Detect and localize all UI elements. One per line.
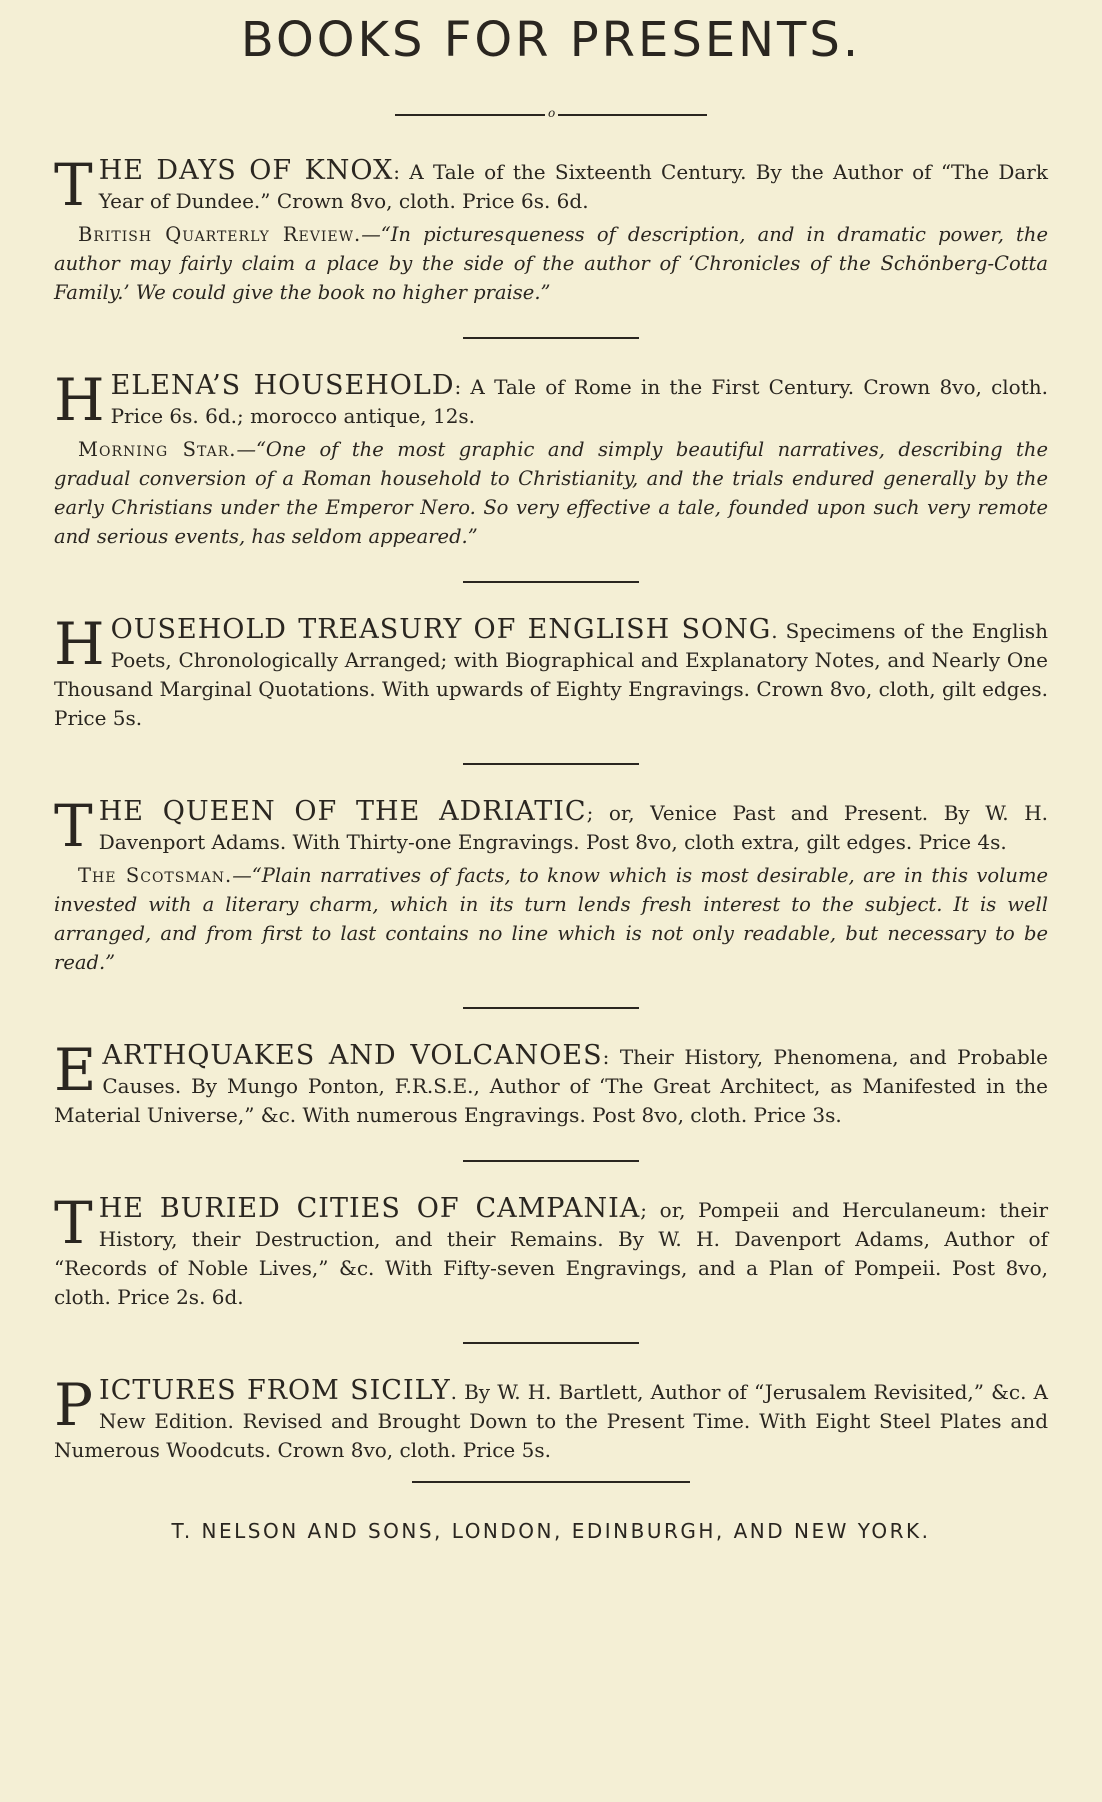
footer-rule <box>412 1481 690 1483</box>
book-details: . By W. H. Bartlett, Author of “Jerusalem Revisited,” &c. A New Edition. Revised and Brought Down to the Present Time. With Eight Steel Plates and Numerous Woodcuts. Crown 8vo, cloth. Price 5s. <box>54 1380 1048 1462</box>
entry-divider <box>463 1007 639 1009</box>
drop-cap: T <box>54 1189 93 1257</box>
book-title: OUSEHOLD TREASURY OF ENGLISH SONG <box>110 614 772 645</box>
book-title: HE DAYS OF KNOX <box>98 155 394 186</box>
publisher-imprint: T. NELSON AND SONS, LONDON, EDINBURGH, AND NEW YORK. <box>171 1519 931 1543</box>
press-review <box>54 220 1048 307</box>
review-quote: —“In picturesqueness of description, and in dramatic power, the author may fairly claim a place by the side of the author of ‘Chronicles of the Schönberg-Cotta Family.’ We could give the book no higher praise.” <box>54 223 1048 304</box>
rule-ornament: o <box>545 105 558 121</box>
book-entry <box>54 1189 1049 1312</box>
book-entry <box>54 1036 1048 1130</box>
book-entry <box>54 1371 1048 1465</box>
book-description <box>54 1036 1048 1130</box>
drop-cap: H <box>54 366 105 434</box>
press-review <box>54 435 1048 551</box>
book-entry <box>54 366 1048 551</box>
book-description <box>54 610 1049 733</box>
press-review <box>54 861 1048 977</box>
book-title: HE BURIED CITIES OF CAMPANIA <box>98 1193 641 1224</box>
drop-cap: P <box>54 1371 94 1439</box>
book-title: HE QUEEN OF THE ADRIATIC <box>98 796 587 827</box>
book-entry <box>54 792 1048 977</box>
book-details: : A Tale of the Sixteenth Century. By the Author of “The Dark Year of Dundee.” Crown 8vo, cloth. Price 6s. 6d. <box>98 160 1048 213</box>
book-description <box>54 1371 1048 1465</box>
page-title: BOOKS FOR PRESENTS. <box>240 12 862 68</box>
book-entry <box>54 610 1049 733</box>
entry-divider <box>463 1160 639 1162</box>
title-rule <box>395 106 707 120</box>
drop-cap: H <box>54 610 105 678</box>
book-description <box>54 1189 1049 1312</box>
book-list <box>54 151 1049 1465</box>
book-details: ; or, Pompeii and Herculaneum: their History, their Destruction, and their Remains. By W. H. Davenport Adams, Author of “Records of Noble Lives,” &c. With Fifty-seven Engravings, and a Plan of Pompeii. Post 8vo, cloth. Price 2s. 6d. <box>54 1198 1049 1309</box>
book-entry <box>54 151 1048 307</box>
review-source: The Scotsman. <box>78 864 233 887</box>
entry-divider <box>463 763 639 765</box>
review-source: Morning Star. <box>78 438 237 461</box>
book-details: . Specimens of the English Poets, Chronologically Arranged; with Biographical and Explanatory Notes, and Nearly One Thousand Marginal Quotations. With upwards of Eighty Engravings. Crown 8vo, cloth, gilt edges. Price 5s. <box>54 619 1049 730</box>
book-title: ICTURES FROM SICILY <box>99 1375 451 1406</box>
review-quote: —“Plain narratives of facts, to know which is most desirable, are in this volume invested with a literary charm, which in its turn lends fresh interest to the subject. It is well arranged, and from first to last contains no line which is not only readable, but necessary to be read.” <box>54 864 1048 974</box>
book-details: ; or, Venice Past and Present. By W. H. Davenport Adams. With Thirty-one Engravings. Post 8vo, cloth extra, gilt edges. Price 4s. <box>98 801 1048 854</box>
book-description <box>54 151 1048 219</box>
review-source: British Quarterly Review. <box>78 223 362 246</box>
book-details: : Their History, Phenomena, and Probable Causes. By Mungo Ponton, F.R.S.E., Author of ‘The Great Architect, as Manifested in the Material Universe,” &c. With numerous Engravings. Post 8vo, cloth. Price 3s. <box>54 1045 1048 1127</box>
entry-divider <box>463 1342 639 1344</box>
entry-divider <box>463 581 639 583</box>
drop-cap: T <box>54 792 93 860</box>
book-title: ARTHQUAKES AND VOLCANOES <box>102 1040 603 1071</box>
drop-cap: E <box>54 1036 97 1104</box>
book-description <box>54 792 1048 860</box>
review-quote: —“One of the most graphic and simply beautiful narratives, describing the gradual conversion of a Roman household to Christianity, and the trials endured generally by the early Christians under the Emperor Nero. So very effective a tale, founded upon such very remote and serious events, has seldom appeared.” <box>54 438 1048 548</box>
book-title: ELENA’S HOUSEHOLD <box>110 370 455 401</box>
entry-divider <box>463 337 639 339</box>
drop-cap: T <box>54 151 93 219</box>
book-description <box>54 366 1048 434</box>
book-details: : A Tale of Rome in the First Century. Crown 8vo, cloth. Price 6s. 6d.; morocco antique, 12s. <box>110 375 1048 428</box>
